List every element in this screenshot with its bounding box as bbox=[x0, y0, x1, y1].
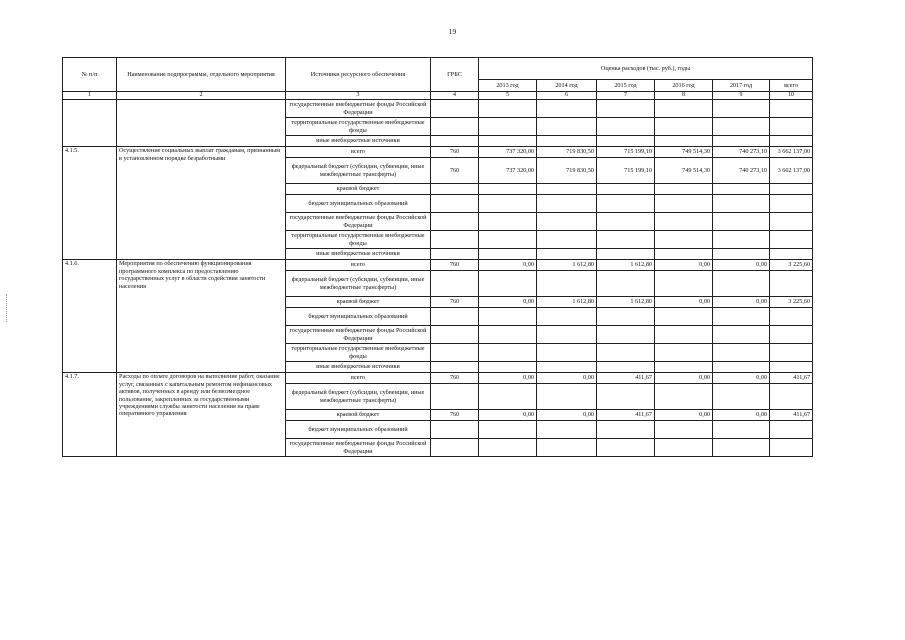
year-value-cell bbox=[597, 384, 655, 410]
year-value-cell bbox=[655, 439, 713, 457]
year-value-cell: 1 612,80 bbox=[537, 260, 597, 271]
year-value-cell bbox=[537, 326, 597, 344]
total-cell bbox=[770, 231, 813, 249]
index-cell: 10 bbox=[770, 92, 813, 100]
header-total: всего bbox=[770, 80, 813, 92]
year-value-cell bbox=[537, 421, 597, 439]
year-value-cell bbox=[655, 213, 713, 231]
year-value-cell: 737 320,00 bbox=[479, 147, 537, 158]
year-value-cell: 749 514,30 bbox=[655, 147, 713, 158]
year-value-cell bbox=[597, 231, 655, 249]
total-cell: 3 225,60 bbox=[770, 297, 813, 308]
table-body bbox=[63, 92, 813, 457]
year-value-cell bbox=[655, 100, 713, 118]
year-value-cell bbox=[479, 249, 537, 260]
header-year: 2017 год bbox=[713, 80, 770, 92]
grbs-cell bbox=[431, 231, 479, 249]
year-value-cell bbox=[655, 308, 713, 326]
index-cell: 2 bbox=[117, 92, 286, 100]
header-year: 2016 год bbox=[655, 80, 713, 92]
year-value-cell: 0,00 bbox=[479, 373, 537, 384]
grbs-cell bbox=[431, 100, 479, 118]
grbs-cell bbox=[431, 136, 479, 147]
item-number-cell: 4.1.7. bbox=[63, 373, 117, 457]
header-year: 2015 год bbox=[597, 80, 655, 92]
year-value-cell bbox=[597, 308, 655, 326]
item-number-cell: 4.1.6. bbox=[63, 260, 117, 373]
year-value-cell bbox=[537, 308, 597, 326]
year-value-cell bbox=[479, 362, 537, 373]
index-cell: 6 bbox=[537, 92, 597, 100]
header-no: № п/п bbox=[63, 58, 117, 92]
year-value-cell bbox=[537, 362, 597, 373]
year-value-cell bbox=[479, 326, 537, 344]
grbs-cell bbox=[431, 384, 479, 410]
total-cell bbox=[770, 249, 813, 260]
year-value-cell bbox=[537, 195, 597, 213]
year-value-cell: 719 830,50 bbox=[537, 147, 597, 158]
year-value-cell bbox=[713, 249, 770, 260]
source-cell: бюджет муниципальных образований bbox=[286, 308, 431, 326]
source-cell: государственные внебюджетные фонды Российской Федерации bbox=[286, 326, 431, 344]
grbs-cell bbox=[431, 213, 479, 231]
year-value-cell bbox=[655, 231, 713, 249]
year-value-cell bbox=[655, 344, 713, 362]
grbs-cell: 760 bbox=[431, 297, 479, 308]
table-row bbox=[63, 100, 813, 118]
total-cell bbox=[770, 384, 813, 410]
year-value-cell: 0,00 bbox=[713, 373, 770, 384]
year-value-cell bbox=[479, 100, 537, 118]
year-value-cell: 740 273,10 bbox=[713, 158, 770, 184]
year-value-cell: 411,67 bbox=[597, 373, 655, 384]
index-cell: 3 bbox=[286, 92, 431, 100]
grbs-cell: 760 bbox=[431, 373, 479, 384]
year-value-cell: 0,00 bbox=[655, 410, 713, 421]
year-value-cell: 740 273,10 bbox=[713, 147, 770, 158]
header-grbs: ГРБС bbox=[431, 58, 479, 92]
year-value-cell bbox=[713, 421, 770, 439]
grbs-cell bbox=[431, 308, 479, 326]
total-cell bbox=[770, 326, 813, 344]
year-value-cell bbox=[597, 118, 655, 136]
grbs-cell: 760 bbox=[431, 260, 479, 271]
grbs-cell bbox=[431, 326, 479, 344]
year-value-cell bbox=[655, 326, 713, 344]
source-cell: государственные внебюджетные фонды Российской Федерации bbox=[286, 213, 431, 231]
year-value-cell bbox=[479, 421, 537, 439]
grbs-cell bbox=[431, 439, 479, 457]
year-value-cell: 1 612,80 bbox=[597, 297, 655, 308]
year-value-cell bbox=[655, 249, 713, 260]
header-sources: Источники ресурсного обеспечения bbox=[286, 58, 431, 92]
year-value-cell bbox=[713, 439, 770, 457]
year-value-cell: 719 830,50 bbox=[537, 158, 597, 184]
year-value-cell bbox=[479, 118, 537, 136]
total-cell bbox=[770, 271, 813, 297]
total-cell bbox=[770, 100, 813, 118]
year-value-cell: 0,00 bbox=[655, 297, 713, 308]
year-value-cell bbox=[655, 384, 713, 410]
total-cell: 3 662 137,00 bbox=[770, 147, 813, 158]
table-row bbox=[63, 260, 813, 271]
year-value-cell bbox=[597, 184, 655, 195]
year-value-cell bbox=[479, 184, 537, 195]
year-value-cell bbox=[655, 421, 713, 439]
index-cell: 5 bbox=[479, 92, 537, 100]
grbs-cell: 760 bbox=[431, 158, 479, 184]
year-value-cell: 0,00 bbox=[713, 260, 770, 271]
item-name-cell: Осуществление социальных выплат гражданам, признанным в установленном порядке безработными bbox=[117, 147, 286, 260]
year-value-cell bbox=[655, 195, 713, 213]
year-value-cell bbox=[713, 384, 770, 410]
year-value-cell: 0,00 bbox=[479, 410, 537, 421]
year-value-cell: 0,00 bbox=[537, 373, 597, 384]
year-value-cell bbox=[479, 213, 537, 231]
year-value-cell bbox=[479, 231, 537, 249]
index-row bbox=[63, 92, 813, 100]
year-value-cell bbox=[597, 195, 655, 213]
year-value-cell: 0,00 bbox=[713, 297, 770, 308]
year-value-cell: 0,00 bbox=[713, 410, 770, 421]
table-row bbox=[63, 147, 813, 158]
source-cell: бюджет муниципальных образований bbox=[286, 421, 431, 439]
source-cell: государственные внебюджетные фонды Российской Федерации bbox=[286, 100, 431, 118]
source-cell: иные внебюджетные источники bbox=[286, 362, 431, 373]
source-cell: федеральный бюджет (субсидии, субвенции, иные межбюджетные трансферты) bbox=[286, 271, 431, 297]
grbs-cell bbox=[431, 271, 479, 297]
total-cell: 3 662 137,00 bbox=[770, 158, 813, 184]
grbs-cell: 760 bbox=[431, 147, 479, 158]
year-value-cell bbox=[597, 136, 655, 147]
index-cell: 7 bbox=[597, 92, 655, 100]
year-value-cell bbox=[537, 136, 597, 147]
year-value-cell: 0,00 bbox=[479, 260, 537, 271]
header-name: Наименование подпрограммы, отдельного мероприятия bbox=[117, 58, 286, 92]
source-cell: краевой бюджет bbox=[286, 410, 431, 421]
source-cell: всего bbox=[286, 147, 431, 158]
grbs-cell bbox=[431, 249, 479, 260]
year-value-cell bbox=[597, 421, 655, 439]
year-value-cell bbox=[479, 384, 537, 410]
year-value-cell bbox=[713, 231, 770, 249]
year-value-cell bbox=[713, 213, 770, 231]
source-cell: территориальные государственные внебюджетные фонды bbox=[286, 344, 431, 362]
year-value-cell bbox=[713, 326, 770, 344]
year-value-cell bbox=[537, 118, 597, 136]
year-value-cell bbox=[655, 184, 713, 195]
year-value-cell bbox=[597, 100, 655, 118]
total-cell bbox=[770, 421, 813, 439]
year-value-cell bbox=[713, 308, 770, 326]
year-value-cell: 0,00 bbox=[655, 260, 713, 271]
year-value-cell bbox=[479, 271, 537, 297]
year-value-cell bbox=[713, 362, 770, 373]
total-cell: 411,67 bbox=[770, 373, 813, 384]
header-year: 2014 год bbox=[537, 80, 597, 92]
year-value-cell: 411,67 bbox=[597, 410, 655, 421]
index-cell: 8 bbox=[655, 92, 713, 100]
grbs-cell bbox=[431, 362, 479, 373]
index-cell: 1 bbox=[63, 92, 117, 100]
header-estimate: Оценка расходов (тыс. руб.), годы bbox=[479, 58, 813, 80]
grbs-cell bbox=[431, 421, 479, 439]
item-number-cell: 4.1.5. bbox=[63, 147, 117, 260]
year-value-cell: 715 199,10 bbox=[597, 147, 655, 158]
year-value-cell bbox=[479, 439, 537, 457]
year-value-cell: 0,00 bbox=[655, 373, 713, 384]
source-cell: бюджет муниципальных образований bbox=[286, 195, 431, 213]
grbs-cell bbox=[431, 118, 479, 136]
year-value-cell bbox=[537, 384, 597, 410]
total-cell bbox=[770, 308, 813, 326]
year-value-cell bbox=[479, 344, 537, 362]
index-cell: 9 bbox=[713, 92, 770, 100]
year-value-cell bbox=[479, 308, 537, 326]
table-row bbox=[63, 373, 813, 384]
year-value-cell bbox=[537, 184, 597, 195]
total-cell bbox=[770, 136, 813, 147]
item-number-cell bbox=[63, 100, 117, 147]
item-name-cell: Мероприятия по обеспечению функционирования программного комплекса по предоставлению государственных услуг в области содействия занятости населения bbox=[117, 260, 286, 373]
header-year: 2013 год bbox=[479, 80, 537, 92]
year-value-cell bbox=[713, 136, 770, 147]
year-value-cell bbox=[537, 344, 597, 362]
grbs-cell bbox=[431, 195, 479, 213]
year-value-cell bbox=[597, 344, 655, 362]
total-cell: 3 225,60 bbox=[770, 260, 813, 271]
year-value-cell bbox=[537, 213, 597, 231]
item-name-cell: Расходы по оплате договоров на выполнение работ, оказание услуг, связанных с капитальным ремонтом нефинансовых активов, полученных в аренду или безвозмездное пользование, закрепленных за государственными учреждениями службы занятости населения на праве оперативного управления bbox=[117, 373, 286, 457]
source-cell: государственные внебюджетные фонды Российской Федерации bbox=[286, 439, 431, 457]
source-cell: краевой бюджет bbox=[286, 297, 431, 308]
year-value-cell bbox=[713, 100, 770, 118]
year-value-cell bbox=[597, 249, 655, 260]
total-cell: 411,67 bbox=[770, 410, 813, 421]
year-value-cell bbox=[655, 118, 713, 136]
year-value-cell: 1 612,80 bbox=[597, 260, 655, 271]
year-value-cell bbox=[479, 136, 537, 147]
total-cell bbox=[770, 213, 813, 231]
source-cell: федеральный бюджет (субсидии, субвенции, иные межбюджетные трансферты) bbox=[286, 384, 431, 410]
year-value-cell bbox=[537, 249, 597, 260]
grbs-cell bbox=[431, 344, 479, 362]
year-value-cell bbox=[713, 344, 770, 362]
source-cell: территориальные государственные внебюджетные фонды bbox=[286, 118, 431, 136]
grbs-cell bbox=[431, 184, 479, 195]
page-number: 19 bbox=[448, 27, 457, 36]
total-cell bbox=[770, 195, 813, 213]
year-value-cell: 1 612,80 bbox=[537, 297, 597, 308]
source-cell: иные внебюджетные источники bbox=[286, 136, 431, 147]
total-cell bbox=[770, 362, 813, 373]
item-name-cell bbox=[117, 100, 286, 147]
source-cell: всего bbox=[286, 373, 431, 384]
source-cell: всего bbox=[286, 260, 431, 271]
source-cell: иные внебюджетные источники bbox=[286, 249, 431, 260]
source-cell: федеральный бюджет (субсидии, субвенции, иные межбюджетные трансферты) bbox=[286, 158, 431, 184]
index-cell: 4 bbox=[431, 92, 479, 100]
total-cell bbox=[770, 344, 813, 362]
year-value-cell bbox=[655, 362, 713, 373]
year-value-cell bbox=[713, 271, 770, 297]
year-value-cell bbox=[537, 100, 597, 118]
year-value-cell bbox=[597, 271, 655, 297]
grbs-cell: 760 bbox=[431, 410, 479, 421]
year-value-cell bbox=[655, 136, 713, 147]
source-cell: краевой бюджет bbox=[286, 184, 431, 195]
year-value-cell bbox=[597, 439, 655, 457]
year-value-cell bbox=[713, 184, 770, 195]
year-value-cell bbox=[537, 439, 597, 457]
total-cell bbox=[770, 439, 813, 457]
total-cell bbox=[770, 184, 813, 195]
margin-mark bbox=[6, 294, 8, 322]
year-value-cell: 749 514,30 bbox=[655, 158, 713, 184]
source-cell: территориальные государственные внебюджетные фонды bbox=[286, 231, 431, 249]
year-value-cell: 0,00 bbox=[537, 410, 597, 421]
year-value-cell: 737 320,00 bbox=[479, 158, 537, 184]
year-value-cell bbox=[537, 231, 597, 249]
year-value-cell bbox=[479, 195, 537, 213]
expense-table bbox=[62, 57, 813, 457]
year-value-cell bbox=[655, 271, 713, 297]
year-value-cell: 715 199,10 bbox=[597, 158, 655, 184]
total-cell bbox=[770, 118, 813, 136]
year-value-cell bbox=[597, 362, 655, 373]
year-value-cell bbox=[713, 195, 770, 213]
year-value-cell bbox=[713, 118, 770, 136]
year-value-cell bbox=[597, 326, 655, 344]
year-value-cell bbox=[597, 213, 655, 231]
year-value-cell: 0,00 bbox=[479, 297, 537, 308]
year-value-cell bbox=[537, 271, 597, 297]
